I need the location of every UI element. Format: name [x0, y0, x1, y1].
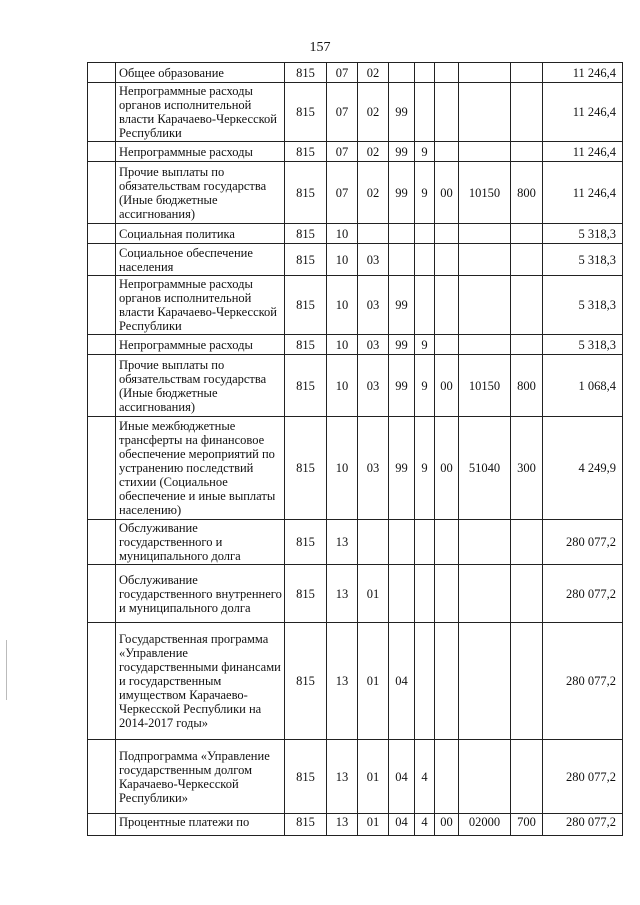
subprogram-cell [415, 520, 435, 565]
section-cell: 10 [327, 355, 358, 417]
program-cell: 99 [389, 335, 415, 355]
table-row [88, 83, 623, 142]
direction-cell: 00 [435, 814, 459, 836]
direction-cell [435, 520, 459, 565]
ved-cell: 815 [285, 244, 327, 276]
amount-cell: 11 246,4 [543, 83, 623, 142]
direction-cell [435, 63, 459, 83]
item-name-cell: Непрограммные расходы органов исполнительной власти Карачаево-Черкесской Республики [116, 276, 285, 335]
section-cell: 07 [327, 83, 358, 142]
expense-type-cell [511, 83, 543, 142]
expense-type-cell [511, 520, 543, 565]
item-name-cell: Непрограммные расходы органов исполнительной власти Карачаево-Черкесской Республики [116, 83, 285, 142]
subsection-cell [358, 224, 389, 244]
expense-code-cell [459, 244, 511, 276]
table-row [88, 276, 623, 335]
table-row [88, 224, 623, 244]
direction-cell [435, 623, 459, 740]
program-cell: 99 [389, 276, 415, 335]
ved-cell: 815 [285, 142, 327, 162]
table-row [88, 355, 623, 417]
ved-cell: 815 [285, 162, 327, 224]
subsection-cell: 01 [358, 814, 389, 836]
subsection-cell: 01 [358, 565, 389, 623]
ved-cell: 815 [285, 355, 327, 417]
section-cell: 10 [327, 417, 358, 520]
ved-cell: 815 [285, 83, 327, 142]
program-cell [389, 520, 415, 565]
program-cell [389, 63, 415, 83]
table-row [88, 565, 623, 623]
amount-cell: 280 077,2 [543, 814, 623, 836]
table-row [88, 814, 623, 836]
item-name-cell: Прочие выплаты по обязательствам государства (Иные бюджетные ассигнования) [116, 355, 285, 417]
direction-cell [435, 224, 459, 244]
amount-cell: 5 318,3 [543, 335, 623, 355]
program-cell [389, 565, 415, 623]
direction-cell: 00 [435, 417, 459, 520]
direction-cell [435, 142, 459, 162]
expense-code-cell [459, 520, 511, 565]
blank-cell [88, 355, 116, 417]
program-cell [389, 224, 415, 244]
expense-type-cell [511, 63, 543, 83]
amount-cell: 280 077,2 [543, 623, 623, 740]
expense-code-cell [459, 565, 511, 623]
expense-code-cell [459, 63, 511, 83]
expense-type-cell [511, 142, 543, 162]
subprogram-cell [415, 244, 435, 276]
subprogram-cell [415, 276, 435, 335]
ved-cell: 815 [285, 335, 327, 355]
direction-cell [435, 83, 459, 142]
scan-mark [6, 640, 7, 700]
page-number: 157 [309, 40, 331, 55]
program-cell: 99 [389, 83, 415, 142]
section-cell: 10 [327, 335, 358, 355]
ved-cell: 815 [285, 520, 327, 565]
blank-cell [88, 224, 116, 244]
direction-cell [435, 565, 459, 623]
table-row [88, 244, 623, 276]
item-name-cell: Подпрограмма «Управление государственным долгом Карачаево-Черкесской Республики» [116, 740, 285, 814]
amount-cell: 5 318,3 [543, 244, 623, 276]
ved-cell: 815 [285, 224, 327, 244]
subprogram-cell: 4 [415, 814, 435, 836]
section-cell: 10 [327, 244, 358, 276]
ved-cell: 815 [285, 623, 327, 740]
item-name-cell: Непрограммные расходы [116, 335, 285, 355]
direction-cell: 00 [435, 355, 459, 417]
section-cell: 07 [327, 63, 358, 83]
subprogram-cell [415, 565, 435, 623]
expense-code-cell [459, 335, 511, 355]
subprogram-cell: 9 [415, 417, 435, 520]
subprogram-cell: 9 [415, 335, 435, 355]
program-cell: 04 [389, 814, 415, 836]
amount-cell: 11 246,4 [543, 162, 623, 224]
expense-type-cell [511, 740, 543, 814]
program-cell: 99 [389, 417, 415, 520]
budget-table [87, 62, 623, 836]
subsection-cell: 03 [358, 417, 389, 520]
expense-code-cell [459, 142, 511, 162]
subsection-cell: 02 [358, 63, 389, 83]
direction-cell: 00 [435, 162, 459, 224]
program-cell: 99 [389, 142, 415, 162]
ved-cell: 815 [285, 276, 327, 335]
subprogram-cell [415, 83, 435, 142]
expense-type-cell [511, 623, 543, 740]
expense-type-cell [511, 335, 543, 355]
item-name-cell: Социальное обеспечение населения [116, 244, 285, 276]
item-name-cell: Обслуживание государственного и муниципального долга [116, 520, 285, 565]
subsection-cell: 03 [358, 276, 389, 335]
blank-cell [88, 623, 116, 740]
expense-code-cell [459, 740, 511, 814]
subprogram-cell [415, 623, 435, 740]
section-cell: 13 [327, 520, 358, 565]
blank-cell [88, 83, 116, 142]
table-row [88, 162, 623, 224]
subprogram-cell: 4 [415, 740, 435, 814]
blank-cell [88, 276, 116, 335]
subsection-cell: 03 [358, 355, 389, 417]
ved-cell: 815 [285, 814, 327, 836]
blank-cell [88, 417, 116, 520]
blank-cell [88, 520, 116, 565]
direction-cell [435, 740, 459, 814]
ved-cell: 815 [285, 417, 327, 520]
amount-cell: 280 077,2 [543, 520, 623, 565]
section-cell: 13 [327, 565, 358, 623]
expense-code-cell [459, 623, 511, 740]
expense-code-cell: 10150 [459, 355, 511, 417]
table-row [88, 335, 623, 355]
item-name-cell: Обслуживание государственного внутреннего и муниципального долга [116, 565, 285, 623]
expense-code-cell: 10150 [459, 162, 511, 224]
section-cell: 07 [327, 162, 358, 224]
subsection-cell: 03 [358, 244, 389, 276]
blank-cell [88, 335, 116, 355]
program-cell: 99 [389, 355, 415, 417]
amount-cell: 11 246,4 [543, 63, 623, 83]
item-name-cell: Иные межбюджетные трансферты на финансовое обеспечение мероприятий по устранению последствий стихии (Социальное обеспечение и иные выплаты населению) [116, 417, 285, 520]
expense-type-cell [511, 276, 543, 335]
amount-cell: 5 318,3 [543, 224, 623, 244]
blank-cell [88, 814, 116, 836]
expense-code-cell: 02000 [459, 814, 511, 836]
expense-type-cell: 800 [511, 355, 543, 417]
subsection-cell: 03 [358, 335, 389, 355]
section-cell: 13 [327, 814, 358, 836]
expense-code-cell [459, 224, 511, 244]
table-row [88, 623, 623, 740]
section-cell: 10 [327, 224, 358, 244]
table-row [88, 417, 623, 520]
section-cell: 13 [327, 740, 358, 814]
table-row [88, 520, 623, 565]
subsection-cell: 01 [358, 623, 389, 740]
blank-cell [88, 740, 116, 814]
program-cell: 99 [389, 162, 415, 224]
blank-cell [88, 63, 116, 83]
item-name-cell: Прочие выплаты по обязательствам государства (Иные бюджетные ассигнования) [116, 162, 285, 224]
expense-code-cell [459, 83, 511, 142]
blank-cell [88, 162, 116, 224]
section-cell: 13 [327, 623, 358, 740]
amount-cell: 5 318,3 [543, 276, 623, 335]
expense-type-cell: 800 [511, 162, 543, 224]
expense-code-cell: 51040 [459, 417, 511, 520]
section-cell: 10 [327, 276, 358, 335]
blank-cell [88, 565, 116, 623]
item-name-cell: Социальная политика [116, 224, 285, 244]
direction-cell [435, 244, 459, 276]
subsection-cell: 02 [358, 83, 389, 142]
subsection-cell: 02 [358, 142, 389, 162]
item-name-cell: Общее образование [116, 63, 285, 83]
ved-cell: 815 [285, 740, 327, 814]
item-name-cell: Государственная программа «Управление государственными финансами и государственным имуществом Карачаево-Черкесской Республики на 2014-2017 годы» [116, 623, 285, 740]
expense-code-cell [459, 276, 511, 335]
expense-type-cell [511, 565, 543, 623]
table-row [88, 63, 623, 83]
amount-cell: 280 077,2 [543, 740, 623, 814]
subprogram-cell: 9 [415, 355, 435, 417]
table-row [88, 740, 623, 814]
subsection-cell: 02 [358, 162, 389, 224]
subprogram-cell [415, 224, 435, 244]
amount-cell: 280 077,2 [543, 565, 623, 623]
direction-cell [435, 276, 459, 335]
table-row [88, 142, 623, 162]
ved-cell: 815 [285, 565, 327, 623]
subprogram-cell: 9 [415, 142, 435, 162]
direction-cell [435, 335, 459, 355]
table-body [88, 63, 623, 836]
program-cell [389, 244, 415, 276]
expense-type-cell [511, 244, 543, 276]
blank-cell [88, 244, 116, 276]
item-name-cell: Непрограммные расходы [116, 142, 285, 162]
expense-type-cell: 700 [511, 814, 543, 836]
item-name-cell: Процентные платежи по [116, 814, 285, 836]
blank-cell [88, 142, 116, 162]
program-cell: 04 [389, 623, 415, 740]
expense-type-cell [511, 224, 543, 244]
subsection-cell [358, 520, 389, 565]
expense-type-cell: 300 [511, 417, 543, 520]
subprogram-cell: 9 [415, 162, 435, 224]
subsection-cell: 01 [358, 740, 389, 814]
program-cell: 04 [389, 740, 415, 814]
amount-cell: 4 249,9 [543, 417, 623, 520]
section-cell: 07 [327, 142, 358, 162]
amount-cell: 1 068,4 [543, 355, 623, 417]
subprogram-cell [415, 63, 435, 83]
ved-cell: 815 [285, 63, 327, 83]
amount-cell: 11 246,4 [543, 142, 623, 162]
